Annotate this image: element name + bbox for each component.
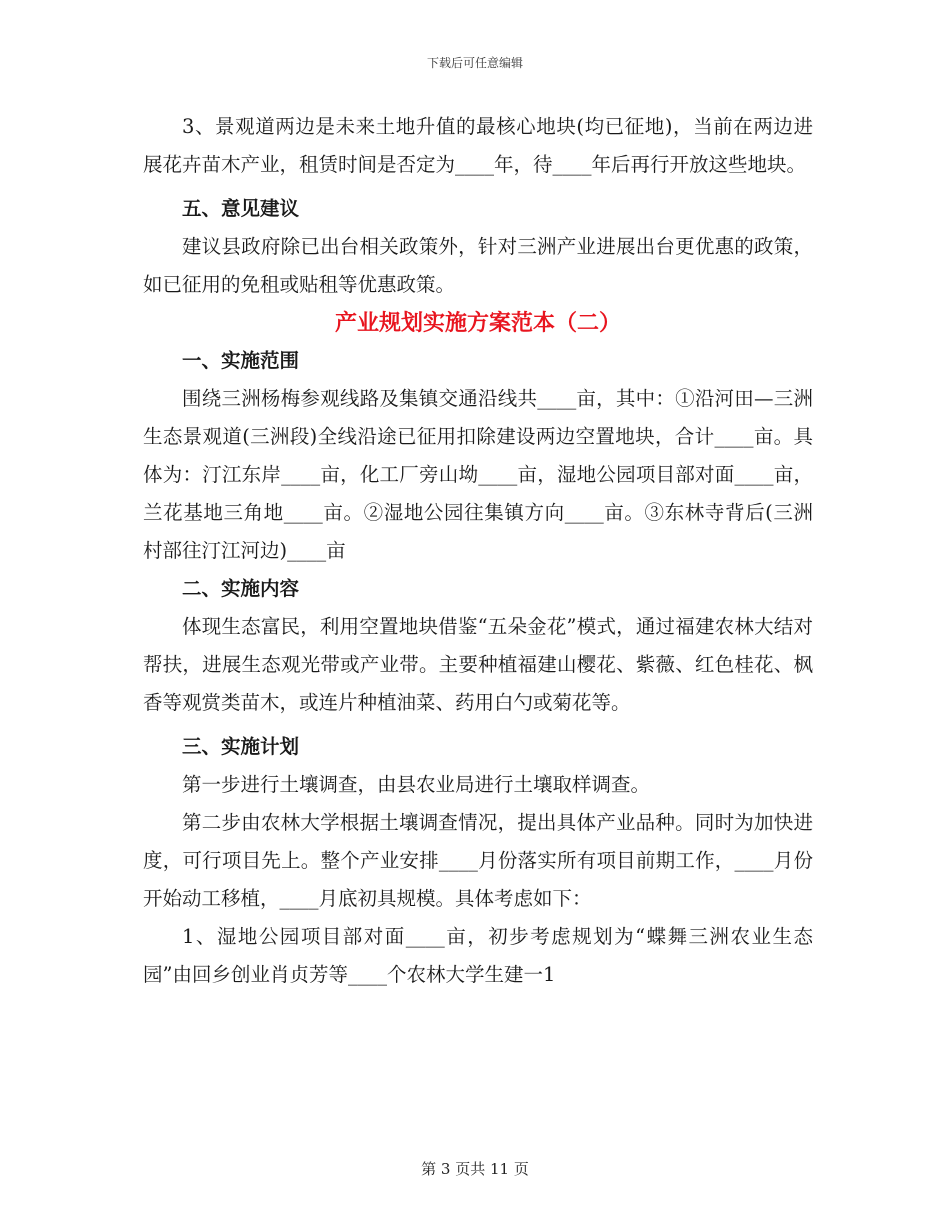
section-heading-scope: 一、实施范围 [182, 349, 300, 372]
paragraph-scope: 围绕三洲杨梅参观线路及集镇交通沿线共____亩，其中：①沿河田—三洲生态景观道(三洲段)全线沿途已征用扣除建设两边空置地块，合计____亩。具体为：汀江东岸____亩，化工厂旁山坳____亩，湿地公园项目部对面____亩，兰花基地三角地____亩。②湿地公园往集镇方向____亩。③东林寺背后(三洲村部往汀江河边)____亩 [143, 387, 813, 562]
paragraph-plan-step2: 第二步由农林大学根据土壤调查情况，提出具体产业品种。同时为加快进度，可行项目先上。整个产业安排____月份落实所有项目前期工作，____月份开始动工移植，____月底初具规模。具体考虑如下： [143, 811, 813, 910]
document-title: 产业规划实施方案范本（二） [334, 310, 621, 336]
section-heading-plan: 三、实施计划 [182, 735, 300, 758]
document-body [143, 108, 813, 994]
paragraph-content: 体现生态富民，利用空置地块借鉴“五朵金花”模式，通过福建农林大结对帮扶，进展生态观光带或产业带。主要种植福建山樱花、紫薇、红色桂花、枫香等观赏类苗木，或连片种植油菜、药用白勺或菊花等。 [143, 615, 813, 714]
page-footer: 第 3 页共 11 页 [421, 1160, 529, 1178]
paragraph-suggestions: 建议县政府除已出台相关政策外，针对三洲产业进展出台更优惠的政策，如已征用的免租或贴租等优惠政策。 [143, 235, 813, 296]
paragraph-plan-step1: 第一步进行土壤调查，由县农业局进行土壤取样调查。 [182, 773, 651, 796]
section-heading-suggestions: 五、意见建议 [182, 197, 300, 220]
paragraph-plan-item1: 1、湿地公园项目部对面____亩，初步考虑规划为“蝶舞三洲农业生态园”由回乡创业肖贞芳等____个农林大学生建一1 [143, 925, 813, 986]
paragraph-landscape-road: 3、景观道两边是未来土地升值的最核心地块(均已征地)，当前在两边进展花卉苗木产业，租赁时间是否定为____年，待____年后再行开放这些地块。 [143, 115, 813, 176]
section-heading-content: 二、实施内容 [182, 577, 300, 600]
page-header: 下载后可任意编辑 [426, 56, 523, 70]
